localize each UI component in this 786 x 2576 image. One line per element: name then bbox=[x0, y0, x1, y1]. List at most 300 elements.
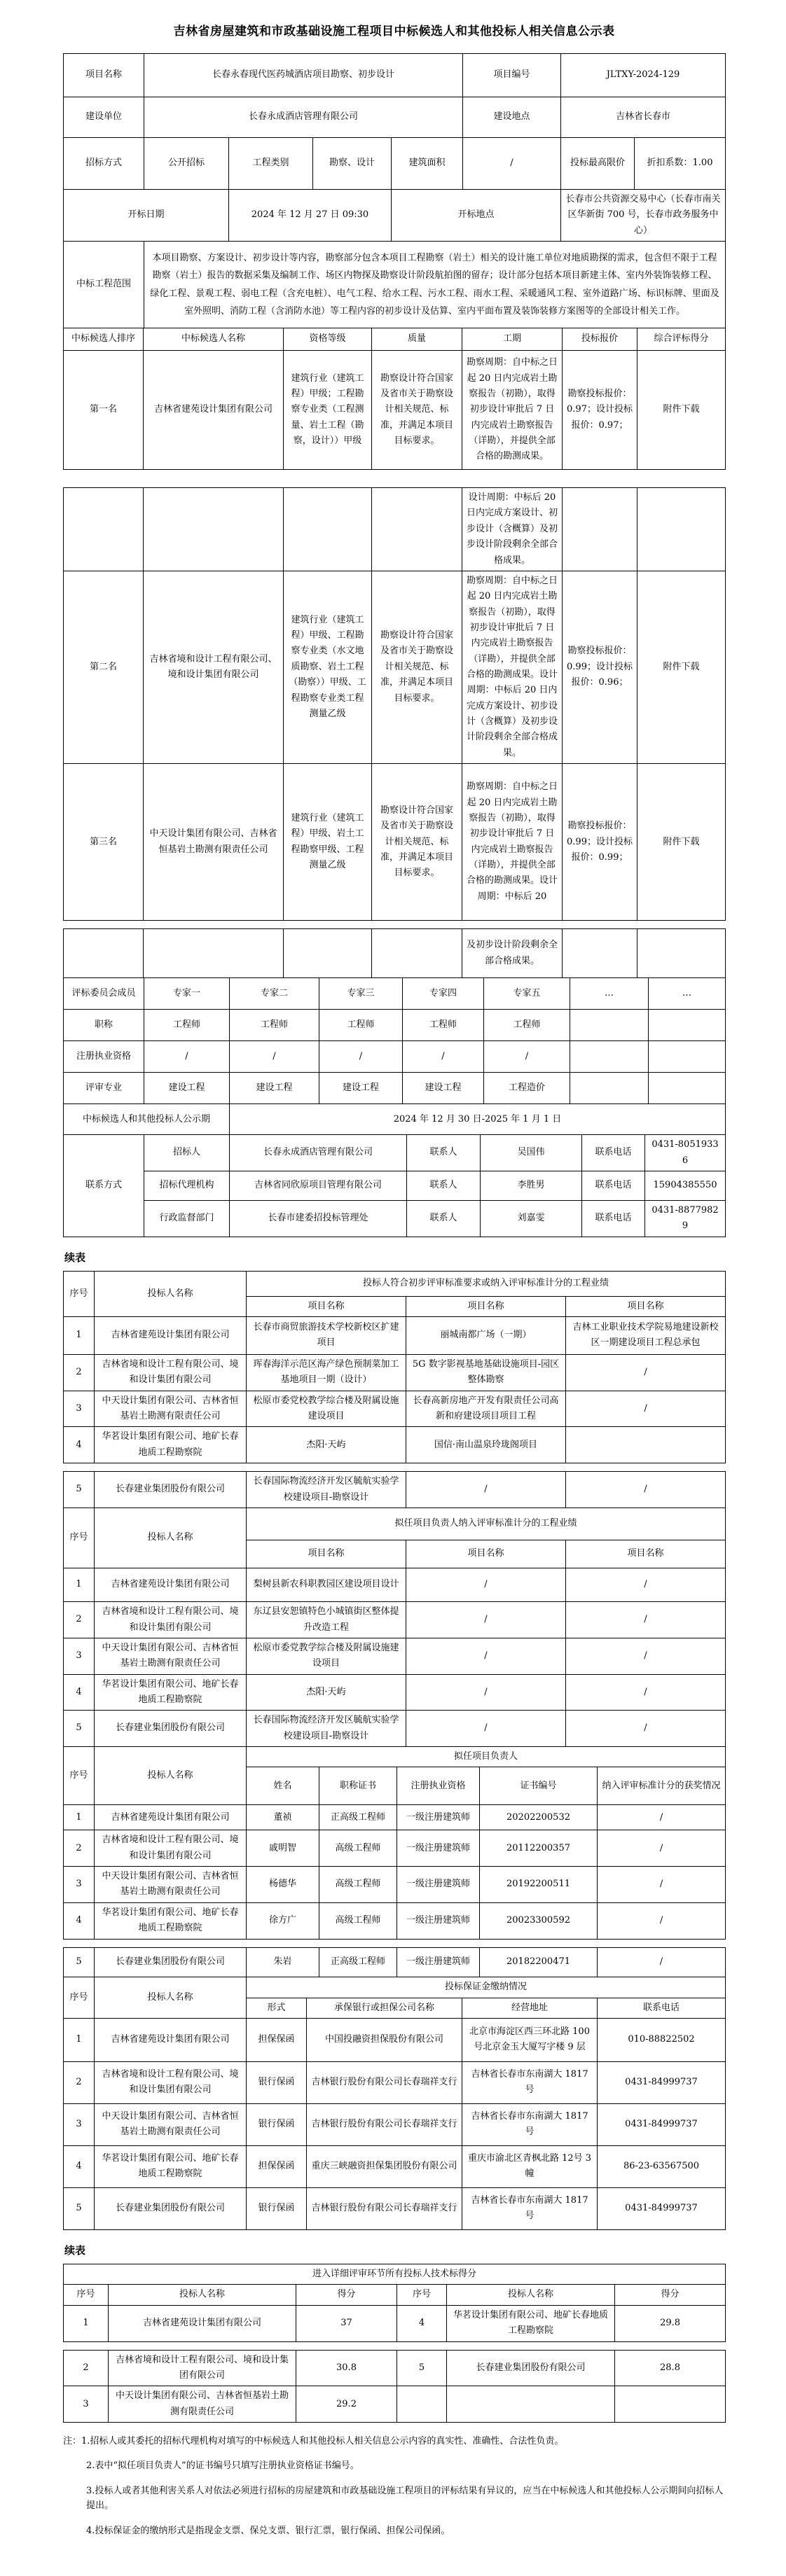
deposit-bank-cell: 吉林银行股份有限公司长春瑞祥支行 bbox=[307, 2103, 462, 2145]
tech-score-row bbox=[64, 2350, 726, 2386]
contact-role: 招标代理机构 bbox=[144, 1171, 230, 1200]
bidder-name-cell: 华茗设计集团有限公司、地矿长春地质工程勘察院 bbox=[95, 2145, 247, 2187]
leader-performance-row bbox=[64, 1602, 726, 1638]
bidder-name-cell: 吉林省建苑设计集团有限公司 bbox=[95, 1805, 247, 1830]
attachment-download-link[interactable]: 附件下载 bbox=[663, 661, 700, 672]
bidder-name-cell: 吉林省境和设计工程有限公司、境和设计集团有限公司 bbox=[95, 2061, 247, 2103]
empty-cell bbox=[570, 1010, 649, 1041]
leader-title-cell: 正高级工程师 bbox=[319, 1947, 397, 1977]
candidate-duration-continued: 及初步设计阶段剩余全部合格成果。 bbox=[462, 929, 563, 978]
contact-person-label: 联系人 bbox=[407, 1135, 481, 1171]
candidate-qualification: 建筑行业（建筑工程）甲级、工程勘察专业类（水文地质勘察、岩土工程（勘察））甲级、工程勘察专业类工程测量乙级 bbox=[284, 571, 372, 763]
leader-award-cell: / bbox=[598, 1867, 726, 1903]
col-header-seq: 序号 bbox=[64, 1747, 95, 1805]
col-header-address: 经营地址 bbox=[462, 1998, 598, 2018]
seq-cell: 3 bbox=[64, 1391, 95, 1427]
registration-label: 注册执业资格 bbox=[64, 1041, 144, 1073]
ellipsis-cell: … bbox=[649, 978, 726, 1010]
empty-cell bbox=[637, 929, 726, 978]
bidder-performance-segment-1 bbox=[63, 1271, 725, 1464]
committee-registration-row bbox=[64, 1041, 726, 1073]
attachment-download-link[interactable] bbox=[637, 571, 726, 763]
leader-award-cell: / bbox=[598, 1902, 726, 1939]
leader-registration-cell: 一级注册建筑师 bbox=[397, 1805, 480, 1830]
title-cell: 工程师 bbox=[484, 1010, 570, 1041]
seq-cell: 3 bbox=[64, 1867, 95, 1903]
leaders-header-row bbox=[64, 1747, 726, 1767]
deposit-main-header: 投标保证金缴纳情况 bbox=[247, 1977, 726, 1998]
contact-person: 吴国伟 bbox=[481, 1135, 582, 1171]
bidder-name-cell bbox=[447, 2386, 615, 2423]
contact-org: 长春永成酒店管理有限公司 bbox=[230, 1135, 407, 1171]
tech-score-row bbox=[64, 2386, 726, 2423]
attachment-download-link[interactable]: 附件下载 bbox=[663, 836, 700, 847]
committee-major-row bbox=[64, 1073, 726, 1104]
major-cell: 建设工程 bbox=[230, 1073, 319, 1104]
bidder-name-cell: 长春建业集团股份有限公司 bbox=[95, 1711, 247, 1747]
candidate-qualification: 建筑行业（建筑工程）甲级；工程勘察专业类（工程测量、岩土工程（勘察，设计））甲级 bbox=[284, 351, 372, 470]
leader-row bbox=[64, 1867, 726, 1903]
candidates-table bbox=[63, 328, 726, 470]
deposit-phone-cell: 86-23-63567500 bbox=[598, 2145, 726, 2187]
empty-cell bbox=[637, 488, 726, 571]
leader-performance-main-header: 拟任项目负责人纳入评审标准计分的工程业绩 bbox=[247, 1508, 726, 1540]
leader-registration-cell: 一级注册建筑师 bbox=[397, 1947, 480, 1977]
candidate-rank: 第二名 bbox=[64, 571, 144, 763]
candidate-duration: 勘察周期：自中标之日起 20 日内完成岩土勘察报告（初勘），取得初步设计审批后 7 日内完成岩土勘察报告（详勘），并提供全部合格的勘测成果。设计周期：中标后 20 bbox=[462, 764, 563, 921]
empty-cell bbox=[284, 929, 372, 978]
deposit-header-row bbox=[64, 1977, 726, 1998]
max-price-label: 投标最高限价 bbox=[561, 138, 635, 190]
tech-score-segment-1 bbox=[63, 2264, 725, 2342]
bidder-name-cell: 华茗设计集团有限公司、地矿长春地质工程勘察院 bbox=[95, 1902, 247, 1939]
leader-performance-row bbox=[64, 1638, 726, 1674]
deposit-form-cell: 银行保函 bbox=[247, 2103, 307, 2145]
performance-row bbox=[64, 1427, 726, 1463]
performance-row bbox=[64, 1316, 726, 1354]
deposit-phone-cell: 0431-84999737 bbox=[598, 2103, 726, 2145]
leader-name-cell: 董祯 bbox=[247, 1805, 319, 1830]
project-cell: / bbox=[406, 1674, 566, 1711]
expert-cell: 专家二 bbox=[230, 978, 319, 1010]
seq-cell: 2 bbox=[64, 2061, 95, 2103]
main-table-segment-1 bbox=[63, 53, 725, 470]
empty-cell bbox=[64, 488, 144, 571]
contact-row-agency bbox=[64, 1171, 726, 1200]
contact-org: 长春市建委招投标管理处 bbox=[230, 1200, 407, 1237]
deposit-row bbox=[64, 2061, 726, 2103]
publicity-period-value: 2024 年 12 月 30 日-2025 年 1 月 1 日 bbox=[230, 1104, 726, 1135]
registration-cell: / bbox=[319, 1041, 403, 1073]
open-place-value: 长春市公共资源交易中心（长春市南关区华新街 700 号，长春市政务服务中心） bbox=[561, 190, 726, 242]
attachment-download-link[interactable]: 附件下载 bbox=[663, 404, 700, 415]
leader-performance-header-row bbox=[64, 1508, 726, 1540]
leader-name-cell: 戚明智 bbox=[247, 1830, 319, 1867]
project-name-value: 长春永春现代医药城酒店项目勘察、初步设计 bbox=[144, 54, 463, 97]
contact-role: 行政监督部门 bbox=[144, 1200, 230, 1237]
leader-row bbox=[64, 1830, 726, 1867]
seq-cell: 5 bbox=[64, 1472, 95, 1508]
leader-cert-no-cell: 20202200532 bbox=[480, 1805, 598, 1830]
deposit-bank-cell: 吉林银行股份有限公司长春瑞祥支行 bbox=[307, 2061, 462, 2103]
leader-registration-cell: 一级注册建筑师 bbox=[397, 1902, 480, 1939]
candidate-rank: 第三名 bbox=[64, 764, 144, 921]
title-cell: 工程师 bbox=[319, 1010, 403, 1041]
project-cell: / bbox=[406, 1472, 566, 1508]
project-cell: / bbox=[566, 1711, 726, 1747]
deposit-bank-cell: 重庆三峡融资担保集团股份有限公司 bbox=[307, 2145, 462, 2187]
col-header-score: 综合评标得分 bbox=[637, 328, 726, 351]
contact-phone-label: 联系电话 bbox=[582, 1200, 645, 1237]
seq-cell: 1 bbox=[64, 1316, 95, 1354]
attachment-download-link[interactable] bbox=[637, 351, 726, 470]
bidder-name-cell: 吉林省境和设计工程有限公司、境和设计集团有限公司 bbox=[109, 2350, 296, 2386]
scope-table bbox=[63, 241, 726, 328]
deposit-phone-cell: 0431-84999737 bbox=[598, 2061, 726, 2103]
footnote-2: 2.表中“拟任项目负责人”的证书编号只填写注册执业资格证书编号。 bbox=[86, 2460, 359, 2472]
project-leaders-table bbox=[63, 1746, 726, 1940]
leader-name-cell: 杨德华 bbox=[247, 1867, 319, 1903]
bidder-name-cell: 中天设计集团有限公司、吉林省恒基岩土勘测有限责任公司 bbox=[95, 1638, 247, 1674]
col-header-bank: 承保银行或担保公司名称 bbox=[307, 1998, 462, 2018]
owner-label: 建设单位 bbox=[64, 97, 144, 138]
col-header-project: 项目名称 bbox=[566, 1296, 726, 1316]
seq-cell: 1 bbox=[64, 2305, 109, 2341]
col-header-phone: 联系电话 bbox=[598, 1998, 726, 2018]
contact-person: 刘嘉雯 bbox=[481, 1200, 582, 1237]
col-header-quality: 质量 bbox=[372, 328, 462, 351]
publicity-period-label: 中标候选人和其他投标人公示期 bbox=[64, 1104, 230, 1135]
bidder-name-cell: 吉林省境和设计工程有限公司、境和设计集团有限公司 bbox=[95, 1354, 247, 1391]
project-cell: 松原市委党校教学综合楼及附属设施建设项目 bbox=[247, 1391, 406, 1427]
footnotes bbox=[63, 2434, 725, 2538]
contact-phone: 15904385550 bbox=[645, 1171, 726, 1200]
candidate-duration: 勘察周期：自中标之日起 20 日内完成岩土勘察报告（初勘），取得初步设计审批后 7 日内完成岩土勘察报告（详勘），并提供全部合格的勘测成果。 bbox=[462, 351, 563, 470]
col-header-score: 得分 bbox=[296, 2285, 397, 2305]
project-cell: / bbox=[566, 1602, 726, 1638]
col-header-leader-name: 姓名 bbox=[247, 1767, 319, 1805]
title-cell: 工程师 bbox=[230, 1010, 319, 1041]
contact-row-tenderer bbox=[64, 1135, 726, 1171]
seq-cell bbox=[397, 2386, 447, 2423]
project-cell: 长春高新房地产开发有限责任公司高新和府建设项目项目工程 bbox=[406, 1391, 566, 1427]
empty-cell bbox=[570, 1073, 649, 1104]
col-header-cert-no: 证书编号 bbox=[480, 1767, 598, 1805]
deposit-bank-cell: 中国投融资担保股份有限公司 bbox=[307, 2018, 462, 2061]
project-cell: / bbox=[566, 1674, 726, 1711]
bidder-name-cell: 中天设计集团有限公司、吉林省恒基岩土勘测有限责任公司 bbox=[95, 1391, 247, 1427]
footnote-1: 注：1.招标人或其委托的招标代理机构对填写的中标候选人和其他投标人相关信息公示内容的真实性、准确性、合法性负责。 bbox=[63, 2436, 564, 2447]
project-no-label: 项目编号 bbox=[463, 54, 561, 97]
empty-cell bbox=[64, 929, 144, 978]
expert-cell: 专家一 bbox=[144, 978, 230, 1010]
seq-cell: 1 bbox=[64, 1805, 95, 1830]
registration-cell: / bbox=[144, 1041, 230, 1073]
project-cell: 长春国际物流经济开发区毓航实验学校建设项目-勘察设计 bbox=[247, 1711, 406, 1747]
max-price-value: 折扣系数：1.00 bbox=[635, 138, 726, 190]
leader-cert-no-cell: 20112200357 bbox=[480, 1830, 598, 1867]
expert-cell: 专家五 bbox=[484, 978, 570, 1010]
bid-method-value: 公开招标 bbox=[144, 138, 229, 190]
candidates-table-continued bbox=[63, 928, 726, 978]
leader-name-cell: 徐方广 bbox=[247, 1902, 319, 1939]
location-value: 吉林省长春市 bbox=[561, 97, 726, 138]
leader-award-cell: / bbox=[598, 1947, 726, 1977]
contacts-table bbox=[63, 1134, 726, 1237]
contact-phone: 0431-88779829 bbox=[645, 1200, 726, 1237]
score-cell bbox=[615, 2386, 726, 2423]
seq-cell: 3 bbox=[64, 2103, 95, 2145]
project-cell: / bbox=[566, 1568, 726, 1602]
tech-score-table-continued bbox=[63, 2350, 726, 2423]
expert-cell: 专家四 bbox=[403, 978, 484, 1010]
title-label: 职称 bbox=[64, 1010, 144, 1041]
leader-award-cell: / bbox=[598, 1830, 726, 1867]
score-cell: 29.2 bbox=[296, 2386, 397, 2423]
leader-cert-no-cell: 20023300592 bbox=[480, 1902, 598, 1939]
col-header-seq: 序号 bbox=[64, 2285, 109, 2305]
committee-members-row bbox=[64, 978, 726, 1010]
candidate-row-1-continuation bbox=[64, 488, 726, 571]
col-header-seq: 序号 bbox=[397, 2285, 447, 2305]
seq-cell: 1 bbox=[64, 2018, 95, 2061]
scope-label: 中标工程范围 bbox=[64, 242, 144, 328]
deposit-row bbox=[64, 2018, 726, 2061]
deposit-address-cell: 吉林省长春市东南湖大 1817 号 bbox=[462, 2061, 598, 2103]
col-header-score: 得分 bbox=[615, 2285, 726, 2305]
col-header-awards: 纳入评审标准计分的获奖情况 bbox=[598, 1767, 726, 1805]
seq-cell: 4 bbox=[397, 2305, 447, 2341]
col-header-name: 中标候选人名称 bbox=[144, 328, 284, 351]
bidder-name-cell: 吉林省建苑设计集团有限公司 bbox=[95, 1316, 247, 1354]
table-row bbox=[64, 97, 726, 138]
score-cell: 30.8 bbox=[296, 2350, 397, 2386]
project-cell: / bbox=[406, 1568, 566, 1602]
leader-performance-row bbox=[64, 1711, 726, 1747]
project-info-table bbox=[63, 53, 726, 138]
bidder-performance-segment-2 bbox=[63, 1471, 725, 1939]
candidate-name: 中天设计集团有限公司、吉林省恒基岩土勘测有限责任公司 bbox=[144, 764, 284, 921]
bidder-name-cell: 长春建业集团股份有限公司 bbox=[95, 1947, 247, 1977]
bidder-name-cell: 华茗设计集团有限公司、地矿长春地质工程勘察院 bbox=[447, 2305, 615, 2341]
seq-cell: 5 bbox=[64, 1947, 95, 1977]
bidder-name-cell: 中天设计集团有限公司、吉林省恒基岩土勘测有限责任公司 bbox=[109, 2386, 296, 2423]
contact-person: 李胜男 bbox=[481, 1171, 582, 1200]
empty-cell bbox=[372, 929, 462, 978]
deposit-address-cell: 北京市海淀区西三环北路 100 号北京金玉大厦写字楼 9 层 bbox=[462, 2018, 598, 2061]
leader-performance-row bbox=[64, 1568, 726, 1602]
area-value: / bbox=[463, 138, 561, 190]
committee-label: 评标委员会成员 bbox=[64, 978, 144, 1010]
registration-cell: / bbox=[230, 1041, 319, 1073]
deposit-bank-cell: 吉林银行股份有限公司长春瑞祥支行 bbox=[307, 2187, 462, 2229]
bidder-name-cell: 华茗设计集团有限公司、地矿长春地质工程勘察院 bbox=[95, 1427, 247, 1463]
page-title: 吉林省房屋建筑和市政基础设施工程项目中标候选人和其他投标人相关信息公示表 bbox=[173, 25, 615, 39]
leader-cert-no-cell: 20182200471 bbox=[480, 1947, 598, 1977]
project-cell: / bbox=[406, 1602, 566, 1638]
tech-score-segment-2 bbox=[63, 2350, 725, 2423]
candidate-duration: 勘察周期：自中标之日起 20 日内完成岩土勘察报告（初勘），取得初步设计审批后 7 日内完成岩土勘察报告（详勘），并提供全部合格的勘测成果。设计周期：中标后 20 日内完成方案设计、初步设计（含概算）及初步设计阶段剩余全部合格成果。 bbox=[462, 571, 563, 763]
registration-cell: / bbox=[403, 1041, 484, 1073]
seq-cell: 4 bbox=[64, 1427, 95, 1463]
deposit-phone-cell: 010-88822502 bbox=[598, 2018, 726, 2061]
candidate-qualification: 建筑行业（建筑工程）甲级、岩土工程勘察甲级、工程测量乙级 bbox=[284, 764, 372, 921]
title-cell: 工程师 bbox=[403, 1010, 484, 1041]
contact-role: 招标人 bbox=[144, 1135, 230, 1171]
performance-row bbox=[64, 1391, 726, 1427]
col-header-registration: 注册执业资格 bbox=[397, 1767, 480, 1805]
empty-cell bbox=[570, 1041, 649, 1073]
candidates-header-row bbox=[64, 328, 726, 351]
deposit-phone-cell: 0431-84999737 bbox=[598, 2187, 726, 2229]
leader-registration-cell: 一级注册建筑师 bbox=[397, 1867, 480, 1903]
col-header-bidder-name: 投标人名称 bbox=[447, 2285, 615, 2305]
seq-cell: 1 bbox=[64, 1568, 95, 1602]
bidder-name-cell: 吉林省建苑设计集团有限公司 bbox=[109, 2305, 296, 2341]
tech-score-table bbox=[63, 2264, 726, 2342]
seq-cell: 4 bbox=[64, 1674, 95, 1711]
deposit-form-cell: 担保保函 bbox=[247, 2145, 307, 2187]
bidder-performance-table-continued bbox=[63, 1471, 726, 1747]
expert-cell: 专家三 bbox=[319, 978, 403, 1010]
deposit-form-cell: 银行保函 bbox=[247, 2061, 307, 2103]
open-date-label: 开标日期 bbox=[64, 190, 229, 242]
work-type-value: 勘察、设计 bbox=[313, 138, 392, 190]
col-header-bidder-name: 投标人名称 bbox=[95, 1747, 247, 1805]
performance-main-header: 投标人符合初步评审标准要求或纳入评审标准计分的工程业绩 bbox=[247, 1271, 726, 1296]
project-cell: 杰阳·天屿 bbox=[247, 1427, 406, 1463]
col-header-bidder-name: 投标人名称 bbox=[109, 2285, 296, 2305]
bid-method-table bbox=[63, 137, 726, 190]
contacts-label: 联系方式 bbox=[64, 1135, 144, 1237]
contact-phone: 0431-80519336 bbox=[645, 1135, 726, 1171]
leader-title-cell: 正高级工程师 bbox=[319, 1805, 397, 1830]
candidate-duration-continued: 设计周期：中标后 20 日内完成方案设计、初步设计（含概算）及初步设计阶段剩余全部合格成果。 bbox=[462, 488, 563, 571]
tech-score-title: 进入详细评审环节所有投标人技术标得分 bbox=[64, 2264, 726, 2284]
deposit-form-cell: 担保保函 bbox=[247, 2018, 307, 2061]
area-label: 建筑面积 bbox=[392, 138, 463, 190]
seq-cell: 4 bbox=[64, 2145, 95, 2187]
col-header-project: 项目名称 bbox=[566, 1540, 726, 1568]
bidder-name-cell: 长春建业集团股份有限公司 bbox=[95, 2187, 247, 2229]
footnote-3: 3.投标人或者其他利害关系人对依法必须进行招标的房屋建筑和市政基础设施工程项目的评标结果有异议的，应当在中标候选人和其他投标人公示期间向招标人提出。 bbox=[86, 2485, 724, 2512]
empty-cell bbox=[649, 1073, 726, 1104]
project-cell: 5G 数字影视基地基础设施项目-园区整体勘察 bbox=[406, 1354, 566, 1391]
table-row bbox=[64, 190, 726, 242]
registration-cell: / bbox=[484, 1041, 570, 1073]
performance-row bbox=[64, 1472, 726, 1508]
col-header-bidder-name: 投标人名称 bbox=[95, 1271, 247, 1316]
candidate-row-3 bbox=[64, 764, 726, 921]
major-cell: 建设工程 bbox=[403, 1073, 484, 1104]
candidate-price: 勘察投标报价：0.97；设计投标报价：0.97； bbox=[563, 351, 637, 470]
main-table-segment-3 bbox=[63, 928, 725, 1237]
project-cell: 长春国际物流经济开发区毓航实验学校建设项目-勘察设计 bbox=[247, 1472, 406, 1508]
ellipsis-cell: … bbox=[570, 978, 649, 1010]
main-table-segment-2 bbox=[63, 487, 725, 921]
col-header-project: 项目名称 bbox=[406, 1296, 566, 1316]
open-date-value: 2024 年 12 月 27 日 09:30 bbox=[229, 190, 392, 242]
empty-cell bbox=[649, 1041, 726, 1073]
committee-table bbox=[63, 977, 726, 1104]
project-cell: / bbox=[566, 1472, 726, 1508]
candidate-quality: 勘察设计符合国家及省市关于勘察设计相关规范、标准，并满足本项目目标要求。 bbox=[372, 764, 462, 921]
bidder-name-cell: 吉林省建苑设计集团有限公司 bbox=[95, 1568, 247, 1602]
continuation-table-heading-1: 续表 bbox=[64, 1251, 86, 1264]
attachment-download-link[interactable] bbox=[637, 764, 726, 921]
empty-cell bbox=[284, 488, 372, 571]
seq-cell: 2 bbox=[64, 2350, 109, 2386]
leader-title-cell: 高级工程师 bbox=[319, 1902, 397, 1939]
col-header-seq: 序号 bbox=[64, 1977, 95, 2018]
score-cell: 29.8 bbox=[615, 2305, 726, 2341]
major-cell: 工程造价 bbox=[484, 1073, 570, 1104]
contact-person-label: 联系人 bbox=[407, 1171, 481, 1200]
empty-cell bbox=[144, 929, 284, 978]
title-cell: 工程师 bbox=[144, 1010, 230, 1041]
project-cell: 珲春海洋示范区海产绿色预制菜加工基地项目一期（设计） bbox=[247, 1354, 406, 1391]
project-cell: 国信·南山温泉玲珑阁项目 bbox=[406, 1427, 566, 1463]
project-cell bbox=[566, 1427, 726, 1463]
score-cell: 28.8 bbox=[615, 2350, 726, 2386]
committee-titles-row bbox=[64, 1010, 726, 1041]
project-cell: 长春市商贸旅游技术学校新校区扩建项目 bbox=[247, 1316, 406, 1354]
project-cell: 丽城南都广场（一期） bbox=[406, 1316, 566, 1354]
leader-row bbox=[64, 1805, 726, 1830]
performance-row bbox=[64, 1354, 726, 1391]
empty-cell bbox=[144, 488, 284, 571]
location-label: 建设地点 bbox=[463, 97, 561, 138]
bidder-name-cell: 长春建业集团股份有限公司 bbox=[447, 2350, 615, 2386]
bidder-name-cell: 吉林省境和设计工程有限公司、境和设计集团有限公司 bbox=[95, 1602, 247, 1638]
leader-row bbox=[64, 1947, 726, 1977]
candidate-quality: 勘察设计符合国家及省市关于勘察设计相关规范、标准，并满足本项目目标要求。 bbox=[372, 351, 462, 470]
deposit-form-cell: 银行保函 bbox=[247, 2187, 307, 2229]
bidder-performance-table bbox=[63, 1271, 726, 1464]
tech-score-title-row bbox=[64, 2264, 726, 2284]
candidate-price: 勘察投标报价：0.99；设计投标报价：0.96； bbox=[563, 571, 637, 763]
deposit-row bbox=[64, 2187, 726, 2229]
deposit-row bbox=[64, 2145, 726, 2187]
candidate-name: 吉林省境和设计工程有限公司、境和设计集团有限公司 bbox=[144, 571, 284, 763]
deposit-address-cell: 吉林省长春市东南湖大 1817 号 bbox=[462, 2103, 598, 2145]
owner-value: 长春永成酒店管理有限公司 bbox=[144, 97, 463, 138]
leader-registration-cell: 一级注册建筑师 bbox=[397, 1830, 480, 1867]
leader-cert-no-cell: 20192200511 bbox=[480, 1867, 598, 1903]
col-header-rank: 中标候选人排序 bbox=[64, 328, 144, 351]
leader-performance-row bbox=[64, 1674, 726, 1711]
seq-cell: 2 bbox=[64, 1354, 95, 1391]
empty-cell bbox=[372, 488, 462, 571]
project-leaders-table-continued bbox=[63, 1947, 726, 1977]
seq-cell: 4 bbox=[64, 1902, 95, 1939]
bid-method-label: 招标方式 bbox=[64, 138, 144, 190]
col-header-bidder-name: 投标人名称 bbox=[95, 1977, 247, 2018]
col-header-project: 项目名称 bbox=[247, 1540, 406, 1568]
score-cell: 37 bbox=[296, 2305, 397, 2341]
candidate-rank: 第一名 bbox=[64, 351, 144, 470]
col-header-qualification: 资格等级 bbox=[284, 328, 372, 351]
col-header-price: 投标报价 bbox=[563, 328, 637, 351]
contact-org: 吉林省同欣原项目管理有限公司 bbox=[230, 1171, 407, 1200]
empty-cell bbox=[649, 1010, 726, 1041]
col-header-form: 形式 bbox=[247, 1998, 307, 2018]
col-header-seq: 序号 bbox=[64, 1508, 95, 1568]
page-break-gap bbox=[63, 470, 725, 488]
col-header-seq: 序号 bbox=[64, 1271, 95, 1316]
candidate-row-3-continuation bbox=[64, 929, 726, 978]
leader-title-cell: 高级工程师 bbox=[319, 1867, 397, 1903]
